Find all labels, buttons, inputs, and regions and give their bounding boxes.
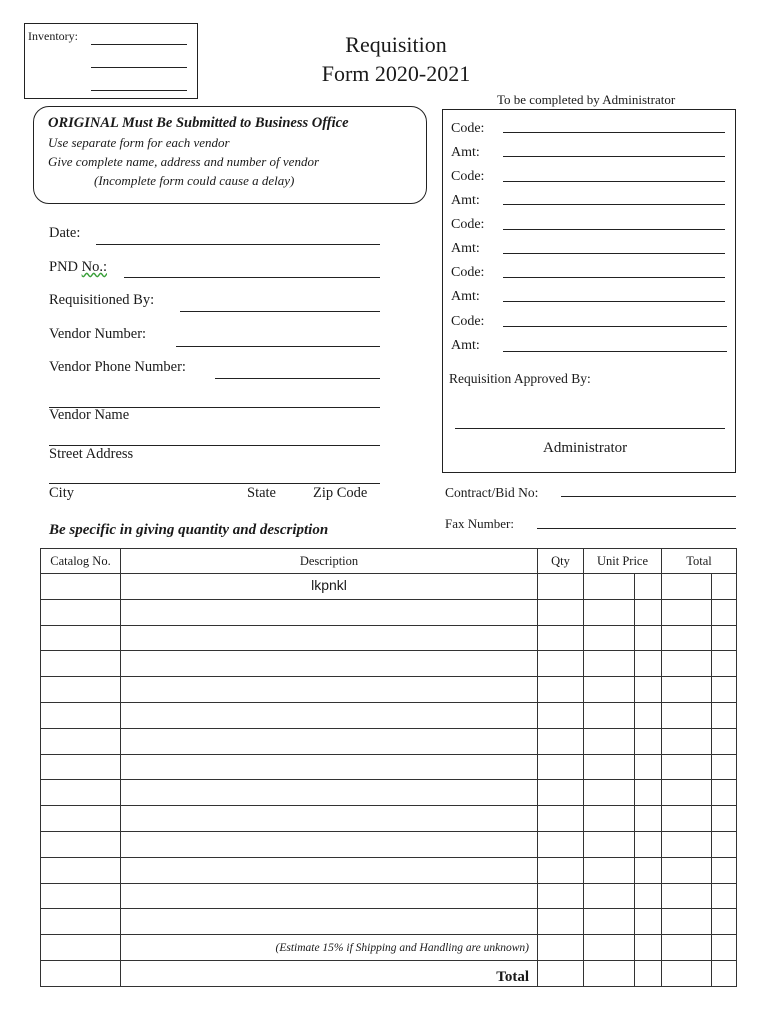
pnd-no: No.: xyxy=(81,259,108,275)
unit-price-dollars-cell[interactable] xyxy=(584,702,635,728)
total-cents-cell[interactable] xyxy=(712,806,737,832)
table-row xyxy=(41,780,737,806)
description-cell[interactable] xyxy=(121,651,538,677)
unit-price-cents-cell[interactable] xyxy=(635,883,662,909)
total-dollars-cell[interactable] xyxy=(662,909,712,935)
street-address-label: Street Address xyxy=(49,446,134,462)
total-cents-cell[interactable] xyxy=(712,857,737,883)
table-row xyxy=(41,831,737,857)
total-cents-cell[interactable] xyxy=(712,651,737,677)
total-dollars-cell[interactable] xyxy=(662,780,712,806)
code-field-3[interactable] xyxy=(503,229,725,230)
city-label: City xyxy=(49,485,74,501)
unit-price-dollars-cell[interactable] xyxy=(584,857,635,883)
description-cell[interactable] xyxy=(121,909,538,935)
total-cents-cell[interactable] xyxy=(712,754,737,780)
description-cell[interactable] xyxy=(121,883,538,909)
catalog-cell[interactable] xyxy=(41,883,121,909)
unit-price-dollars-cell[interactable] xyxy=(584,625,635,651)
notice-box xyxy=(33,106,427,204)
total-label: Total xyxy=(121,960,538,986)
inventory-box xyxy=(24,23,198,99)
qty-cell[interactable] xyxy=(538,806,584,832)
code-label-5: Code: xyxy=(451,314,485,329)
amt-field-3[interactable] xyxy=(503,253,725,254)
date-field[interactable] xyxy=(96,244,380,245)
description-cell[interactable] xyxy=(121,677,538,703)
code-label-3: Code: xyxy=(451,217,485,232)
unit-price-dollars-cell[interactable] xyxy=(584,806,635,832)
code-label-2: Code: xyxy=(451,169,485,184)
catalog-cell[interactable] xyxy=(41,574,121,600)
table-row xyxy=(41,806,737,832)
inventory-line-3[interactable] xyxy=(91,90,187,91)
table-row xyxy=(41,883,737,909)
amt-field-1[interactable] xyxy=(503,156,725,157)
title-line-1: Requisition xyxy=(345,32,447,57)
total-dollars-cell[interactable] xyxy=(662,883,712,909)
items-table xyxy=(40,548,737,987)
description-cell[interactable] xyxy=(121,806,538,832)
table-row xyxy=(41,599,737,625)
unit-price-dollars-cell[interactable] xyxy=(584,909,635,935)
approved-by-label: Requisition Approved By: xyxy=(449,371,591,386)
unit-price-cents-cell[interactable] xyxy=(635,599,662,625)
header-qty: Qty xyxy=(538,549,584,574)
notice-line-3: Give complete name, address and number of vendor xyxy=(48,154,320,169)
unit-price-dollars-cell[interactable] xyxy=(584,935,635,961)
pnd-field[interactable] xyxy=(124,277,380,278)
unit-price-cents-cell[interactable] xyxy=(635,677,662,703)
table-row xyxy=(41,857,737,883)
notice-line-1: ORIGINAL Must Be Submitted to Business Office xyxy=(48,115,349,131)
total-cents-cell[interactable] xyxy=(712,702,737,728)
specific-note: Be specific in giving quantity and description xyxy=(49,522,329,538)
unit-price-cents-cell[interactable] xyxy=(635,728,662,754)
unit-price-dollars-cell[interactable] xyxy=(584,831,635,857)
catalog-cell[interactable] xyxy=(41,935,121,961)
amt-field-2[interactable] xyxy=(503,204,725,205)
unit-price-cents-cell[interactable] xyxy=(635,702,662,728)
header-description: Description xyxy=(121,549,538,574)
unit-price-cents-cell[interactable] xyxy=(635,625,662,651)
contract-bid-field[interactable] xyxy=(561,496,736,497)
contract-bid-label: Contract/Bid No: xyxy=(445,485,539,500)
total-cents-cell[interactable] xyxy=(712,935,737,961)
table-row xyxy=(41,651,737,677)
requisitioned-by-label: Requisitioned By: xyxy=(49,292,155,308)
unit-price-cents-cell[interactable] xyxy=(635,780,662,806)
description-cell[interactable] xyxy=(121,831,538,857)
description-cell[interactable] xyxy=(121,857,538,883)
unit-price-cents-cell[interactable] xyxy=(635,935,662,961)
fax-number-label: Fax Number: xyxy=(445,516,514,531)
catalog-cell[interactable] xyxy=(41,625,121,651)
description-cell[interactable] xyxy=(121,728,538,754)
shipping-note: (Estimate 15% if Shipping and Handling are unknown) xyxy=(121,935,538,961)
inventory-line-1[interactable] xyxy=(91,44,187,45)
admin-note: To be completed by Administrator xyxy=(497,92,676,107)
vendor-number-label: Vendor Number: xyxy=(49,326,147,342)
qty-cell[interactable] xyxy=(538,857,584,883)
code-label-4: Code: xyxy=(451,265,485,280)
unit-price-cents-cell[interactable] xyxy=(635,806,662,832)
unit-price-cents-cell[interactable] xyxy=(635,960,662,986)
description-cell[interactable] xyxy=(121,599,538,625)
total-cents-cell[interactable] xyxy=(712,728,737,754)
unit-price-dollars-cell[interactable] xyxy=(584,960,635,986)
total-dollars-cell[interactable] xyxy=(662,960,712,986)
catalog-cell[interactable] xyxy=(41,831,121,857)
amt-label-5: Amt: xyxy=(451,338,480,353)
total-dollars-cell[interactable] xyxy=(662,754,712,780)
unit-price-dollars-cell[interactable] xyxy=(584,651,635,677)
description-cell-entry[interactable]: lkpnkl xyxy=(121,574,538,600)
table-header-row xyxy=(41,549,737,574)
header-total: Total xyxy=(662,549,737,574)
table-row xyxy=(41,677,737,703)
total-cents-cell[interactable] xyxy=(712,780,737,806)
code-field-1[interactable] xyxy=(503,132,725,133)
amt-label-4: Amt: xyxy=(451,289,480,304)
unit-price-cents-cell[interactable] xyxy=(635,909,662,935)
total-cents-cell[interactable] xyxy=(712,574,737,600)
total-cents-cell[interactable] xyxy=(712,883,737,909)
vendor-number-field[interactable] xyxy=(176,346,380,347)
inventory-line-2[interactable] xyxy=(91,67,187,68)
total-cents-cell[interactable] xyxy=(712,831,737,857)
unit-price-dollars-cell[interactable] xyxy=(584,599,635,625)
unit-price-dollars-cell[interactable] xyxy=(584,677,635,703)
unit-price-dollars-cell[interactable] xyxy=(584,574,635,600)
unit-price-cents-cell[interactable] xyxy=(635,651,662,677)
unit-price-cents-cell[interactable] xyxy=(635,857,662,883)
qty-cell[interactable] xyxy=(538,831,584,857)
total-cents-cell[interactable] xyxy=(712,677,737,703)
code-label-1: Code: xyxy=(451,121,485,136)
qty-cell[interactable] xyxy=(538,909,584,935)
catalog-cell[interactable] xyxy=(41,599,121,625)
catalog-cell[interactable] xyxy=(41,677,121,703)
qty-cell[interactable] xyxy=(538,651,584,677)
catalog-cell[interactable] xyxy=(41,857,121,883)
unit-price-dollars-cell[interactable] xyxy=(584,780,635,806)
total-dollars-cell[interactable] xyxy=(662,806,712,832)
total-dollars-cell[interactable] xyxy=(662,651,712,677)
total-dollars-cell[interactable] xyxy=(662,935,712,961)
notice-line-4: (Incomplete form could cause a delay) xyxy=(94,173,295,188)
total-dollars-cell[interactable] xyxy=(662,599,712,625)
state-label: State xyxy=(247,485,276,501)
total-dollars-cell[interactable] xyxy=(662,857,712,883)
qty-cell[interactable] xyxy=(538,883,584,909)
amt-label-3: Amt: xyxy=(451,241,480,256)
catalog-cell[interactable] xyxy=(41,651,121,677)
unit-price-dollars-cell[interactable] xyxy=(584,883,635,909)
date-label: Date: xyxy=(49,225,81,241)
qty-cell[interactable] xyxy=(538,599,584,625)
total-cents-cell[interactable] xyxy=(712,599,737,625)
administrator-label: Administrator xyxy=(543,440,628,456)
unit-price-cents-cell[interactable] xyxy=(635,754,662,780)
qty-cell[interactable] xyxy=(538,702,584,728)
qty-cell[interactable] xyxy=(538,728,584,754)
table-row xyxy=(41,754,737,780)
description-cell[interactable] xyxy=(121,625,538,651)
code-field-4[interactable] xyxy=(503,277,725,278)
table-row xyxy=(41,935,737,961)
qty-cell[interactable] xyxy=(538,677,584,703)
qty-cell[interactable] xyxy=(538,780,584,806)
vendor-phone-field[interactable] xyxy=(215,378,380,379)
catalog-cell[interactable] xyxy=(41,909,121,935)
qty-cell[interactable] xyxy=(538,935,584,961)
total-cents-cell[interactable] xyxy=(712,960,737,986)
total-dollars-cell[interactable] xyxy=(662,831,712,857)
qty-cell[interactable] xyxy=(538,754,584,780)
amt-label-2: Amt: xyxy=(451,193,480,208)
page-title xyxy=(296,30,496,88)
pnd-label xyxy=(49,259,107,276)
catalog-cell[interactable] xyxy=(41,960,121,986)
table-row xyxy=(41,909,737,935)
qty-cell[interactable] xyxy=(538,625,584,651)
header-unit-price: Unit Price xyxy=(584,549,662,574)
catalog-cell[interactable] xyxy=(41,702,121,728)
total-cents-cell[interactable] xyxy=(712,909,737,935)
vendor-name-label: Vendor Name xyxy=(49,407,130,423)
approver-signature-line[interactable] xyxy=(455,428,725,429)
admin-box xyxy=(442,109,736,473)
unit-price-cents-cell[interactable] xyxy=(635,831,662,857)
description-cell[interactable] xyxy=(121,780,538,806)
inventory-label: Inventory: xyxy=(28,29,78,43)
unit-price-dollars-cell[interactable] xyxy=(584,728,635,754)
title-line-2: Form 2020-2021 xyxy=(321,61,471,86)
total-dollars-cell[interactable] xyxy=(662,677,712,703)
catalog-cell[interactable] xyxy=(41,728,121,754)
code-field-2[interactable] xyxy=(503,181,725,182)
catalog-cell[interactable] xyxy=(41,780,121,806)
catalog-cell[interactable] xyxy=(41,806,121,832)
amt-field-5[interactable] xyxy=(503,351,727,352)
vendor-phone-label: Vendor Phone Number: xyxy=(49,359,186,375)
table-row xyxy=(41,625,737,651)
catalog-cell[interactable] xyxy=(41,754,121,780)
fax-number-field[interactable] xyxy=(537,528,736,529)
total-cents-cell[interactable] xyxy=(712,625,737,651)
table-row xyxy=(41,960,737,986)
total-dollars-cell[interactable] xyxy=(662,625,712,651)
qty-cell[interactable] xyxy=(538,960,584,986)
description-cell[interactable] xyxy=(121,702,538,728)
header-catalog: Catalog No. xyxy=(41,549,121,574)
table-row xyxy=(41,574,737,600)
zip-label: Zip Code xyxy=(313,485,368,501)
table-row xyxy=(41,728,737,754)
unit-price-dollars-cell[interactable] xyxy=(584,754,635,780)
amt-label-1: Amt: xyxy=(451,145,480,160)
notice-line-2: Use separate form for each vendor xyxy=(48,135,230,150)
city-state-zip-field[interactable] xyxy=(49,483,380,484)
pnd-prefix: PND xyxy=(49,259,82,275)
code-field-5[interactable] xyxy=(503,326,727,327)
total-dollars-cell[interactable] xyxy=(662,728,712,754)
qty-cell[interactable] xyxy=(538,574,584,600)
requisitioned-by-field[interactable] xyxy=(180,311,380,312)
unit-price-cents-cell[interactable] xyxy=(635,574,662,600)
total-dollars-cell[interactable] xyxy=(662,574,712,600)
description-cell[interactable] xyxy=(121,754,538,780)
total-dollars-cell[interactable] xyxy=(662,702,712,728)
table-row xyxy=(41,702,737,728)
amt-field-4[interactable] xyxy=(503,301,725,302)
